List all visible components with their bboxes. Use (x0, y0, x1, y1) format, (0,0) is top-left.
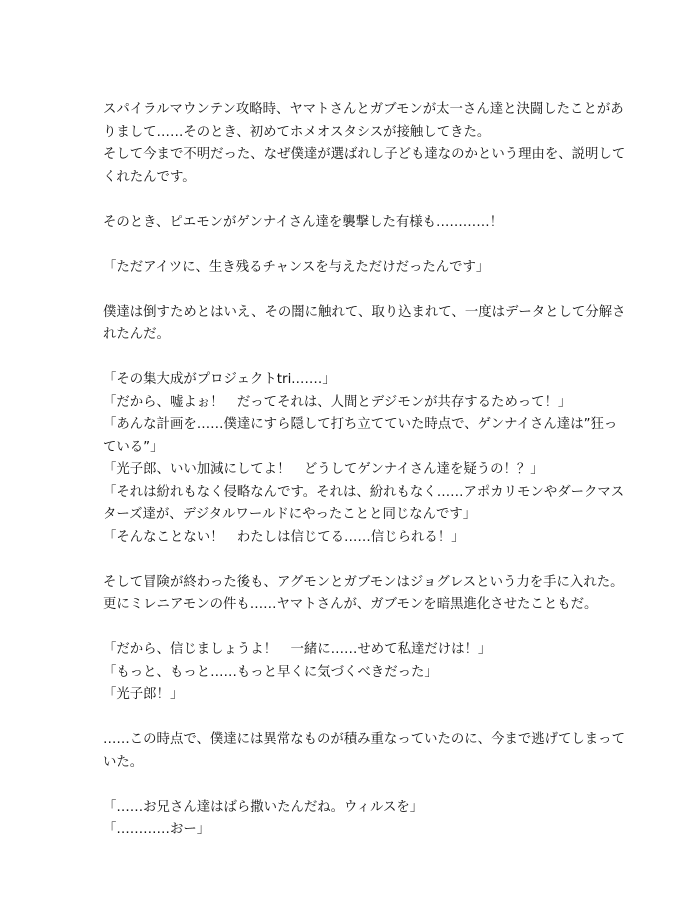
text-line: 「そんなことない！ わたしは信じてる……信じられる！」 (103, 529, 465, 545)
text-line: ……この時点で、僕達には異常なものが積み重なっていたのに、今まで逃げてしまって (103, 732, 625, 747)
text-line: 僕達は倒すためとはいえ、その闇に触れて、取り込まれて、一度はデータとして分解さ (103, 304, 626, 320)
text-line: そして今まで不明だった、なぜ僕達が選ばれし子ども達なのかという理由を、説明して (103, 147, 626, 162)
text-line: れたんだ。 (103, 327, 170, 342)
text-line: 「光子郎！」 (103, 687, 184, 702)
text-line: 「あんな計画を……僕達にすら隠して打ち立てていた時点で、ゲンナイさん達は”狂っ (103, 417, 618, 432)
paragraph (103, 797, 603, 842)
paragraph (103, 99, 626, 189)
text-line: 「もっと、もっと……もっと早くに気づくべきだった」 (103, 664, 438, 680)
text-line: 「だから、嘘よぉ！ だってそれは、人間とデジモンが共存するためって！」 (103, 394, 572, 410)
text-line: 更にミレニアモンの件も……ヤマトさんが、ガブモンを暗黒進化させたこともだ。 (103, 597, 598, 612)
text-line: くれたんです。 (103, 169, 196, 185)
paragraph (103, 302, 626, 347)
paragraph (103, 369, 625, 549)
paragraph (103, 257, 603, 280)
text-line: 「その集大成がプロジェクトtri.……」 (103, 372, 336, 387)
text-line: いた。 (103, 754, 144, 770)
document-body (103, 99, 626, 864)
paragraph (103, 212, 603, 235)
text-line: 「……お兄さん達はばら撒いたんだね。ウィルスを」 (103, 799, 424, 815)
text-line: 「だから、信じましょうよ！ 一緒に……せめて私達だけは！」 (103, 642, 492, 657)
text-line: 「光子郎、いい加減にしてよ！ どうしてゲンナイさん達を疑うの！？」 (103, 462, 544, 477)
paragraph (103, 572, 624, 617)
text-line: 「ただアイツに、生き残るチャンスを与えただけだったんです」 (103, 259, 490, 275)
text-line: りまして……そのとき、初めてホメオスタシスが接触してきた。 (103, 124, 491, 140)
text-line: そして冒険が終わった後も、アグモンとガブモンはジョグレスという力を手に入れた。 (103, 574, 624, 590)
text-line: そのとき、ピエモンがゲンナイさん達を襲撃した有様も…………！ (103, 214, 503, 230)
text-line: 「…………おー」 (103, 822, 211, 837)
text-line: ターズ達が、デジタルワールドにやったことと同じなんです」 (103, 507, 477, 522)
text-line: スパイラルマウンテン攻略時、ヤマトさんとガブモンが太一さん達と決闘したことがあ (103, 102, 624, 117)
paragraph (103, 639, 603, 707)
paragraph (103, 729, 625, 774)
text-line: ている”」 (103, 439, 164, 455)
text-line: 「それは紛れもなく侵略なんです。それは、紛れもなく……アポカリモンやダークマス (103, 484, 625, 500)
